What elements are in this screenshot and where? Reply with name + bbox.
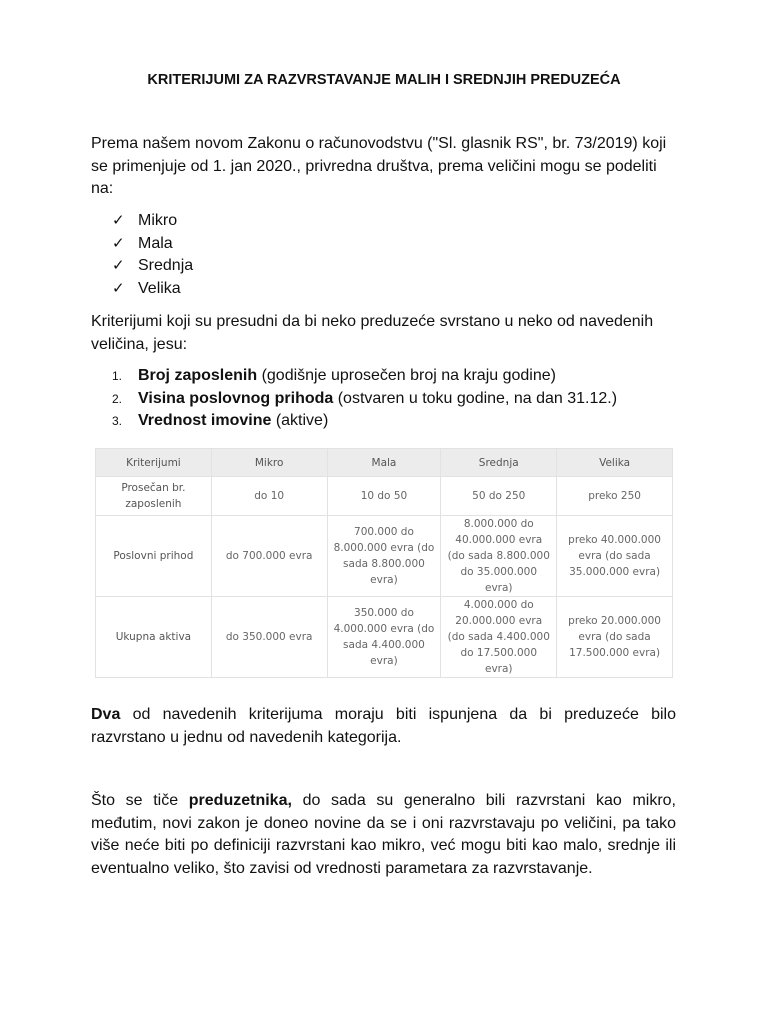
criterion-note: (aktive) — [271, 412, 329, 429]
criteria-table — [95, 448, 673, 678]
list-item — [112, 233, 193, 256]
table-cell: preko 250 — [557, 477, 673, 516]
checkmark-icon: ✓ — [112, 257, 125, 274]
criteria-list — [112, 365, 617, 433]
criterion-note: (ostvaren u toku godine, na dan 31.12.) — [333, 389, 618, 407]
paragraph-text: Što se tiče — [91, 792, 189, 809]
requirement-paragraph — [91, 704, 676, 749]
column-header: Kriterijumi — [96, 449, 212, 477]
entrepreneur-paragraph — [91, 790, 676, 880]
list-item-label: Srednja — [138, 257, 194, 274]
page-title: KRITERIJUMI ZA RAZVRSTAVANJE MALIH I SREDNJIH PREDUZEĆA — [147, 72, 621, 88]
criteria-intro-paragraph: Kriterijumi koji su presudni da bi neko preduzeće svrstano u neko od navedenih veličina, jesu: — [91, 313, 654, 353]
table-cell: do 700.000 evra — [211, 516, 327, 597]
row-header-cell: Ukupna aktiva — [96, 597, 212, 678]
size-checklist — [112, 210, 193, 300]
list-item — [112, 278, 193, 301]
table-row — [96, 597, 673, 678]
list-number: 2. — [112, 391, 123, 406]
list-item — [112, 365, 617, 388]
table-header-row — [96, 449, 673, 477]
row-header-cell: Prosečan br. zaposlenih — [96, 477, 212, 516]
list-item — [112, 255, 193, 278]
table-row — [96, 516, 673, 597]
list-item — [112, 388, 617, 411]
paragraph-text: do sada su generalno bili razvrstani kao mikro, međutim, novi zakon je doneo novine da se i oni razvrstavaju po veličini, pa tako više neće biti po definiciji razvrstani kao mikro, već mogu biti kao malo, srednje ili eventualno veliko, što zavisi od vrednosti parametara za razvrstavanje. — [91, 792, 676, 877]
criterion-name: Visina poslovnog prihoda — [138, 389, 334, 407]
criterion-note: (godišnje uprosečen broj na kraju godine) — [257, 367, 556, 384]
row-header-cell: Poslovni prihod — [96, 516, 212, 597]
checkmark-icon: ✓ — [112, 279, 125, 297]
column-header: Velika — [557, 449, 673, 477]
criterion-name: Vrednost imovine — [138, 412, 272, 429]
table-cell: 8.000.000 do 40.000.000 evra (do sada 8.800.000 do 35.000.000 evra) — [441, 516, 557, 597]
table-cell: 350.000 do 4.000.000 evra (do sada 4.400.000 evra) — [327, 597, 441, 678]
checkmark-icon: ✓ — [112, 234, 125, 252]
checkmark-icon: ✓ — [112, 212, 125, 229]
column-header: Mala — [327, 449, 441, 477]
table-row — [96, 477, 673, 516]
list-number: 3. — [112, 414, 123, 428]
emphasis-text: Dva — [91, 706, 121, 723]
table-cell: do 350.000 evra — [211, 597, 327, 678]
table-cell: 50 do 250 — [441, 477, 557, 516]
list-item-label: Mala — [138, 234, 173, 252]
list-item — [112, 410, 617, 433]
list-number: 1. — [112, 369, 123, 383]
list-item-label: Mikro — [138, 212, 178, 229]
table-cell: preko 20.000.000 evra (do sada 17.500.000 evra) — [557, 597, 673, 678]
table-cell: 700.000 do 8.000.000 evra (do sada 8.800.000 evra) — [327, 516, 441, 597]
list-item — [112, 210, 193, 233]
column-header: Srednja — [441, 449, 557, 477]
table-cell: preko 40.000.000 evra (do sada 35.000.000 evra) — [557, 516, 673, 597]
list-item-label: Velika — [138, 279, 181, 297]
emphasis-text: preduzetnika, — [188, 792, 292, 809]
table-cell: 10 do 50 — [327, 477, 441, 516]
table-cell: do 10 — [211, 477, 327, 516]
intro-paragraph: Prema našem novom Zakonu o računovodstvu ("Sl. glasnik RS", br. 73/2019) koji se primenjuje od 1. jan 2020., privredna društva, prema veličini mogu se podeliti na: — [91, 135, 667, 197]
criterion-name: Broj zaposlenih — [138, 367, 258, 384]
paragraph-text: od navedenih kriterijuma moraju biti ispunjena da bi preduzeće bilo razvrstano u jednu od navedenih kategorija. — [91, 706, 676, 746]
column-header: Mikro — [211, 449, 327, 477]
table-cell: 4.000.000 do 20.000.000 evra (do sada 4.400.000 do 17.500.000 evra) — [441, 597, 557, 678]
